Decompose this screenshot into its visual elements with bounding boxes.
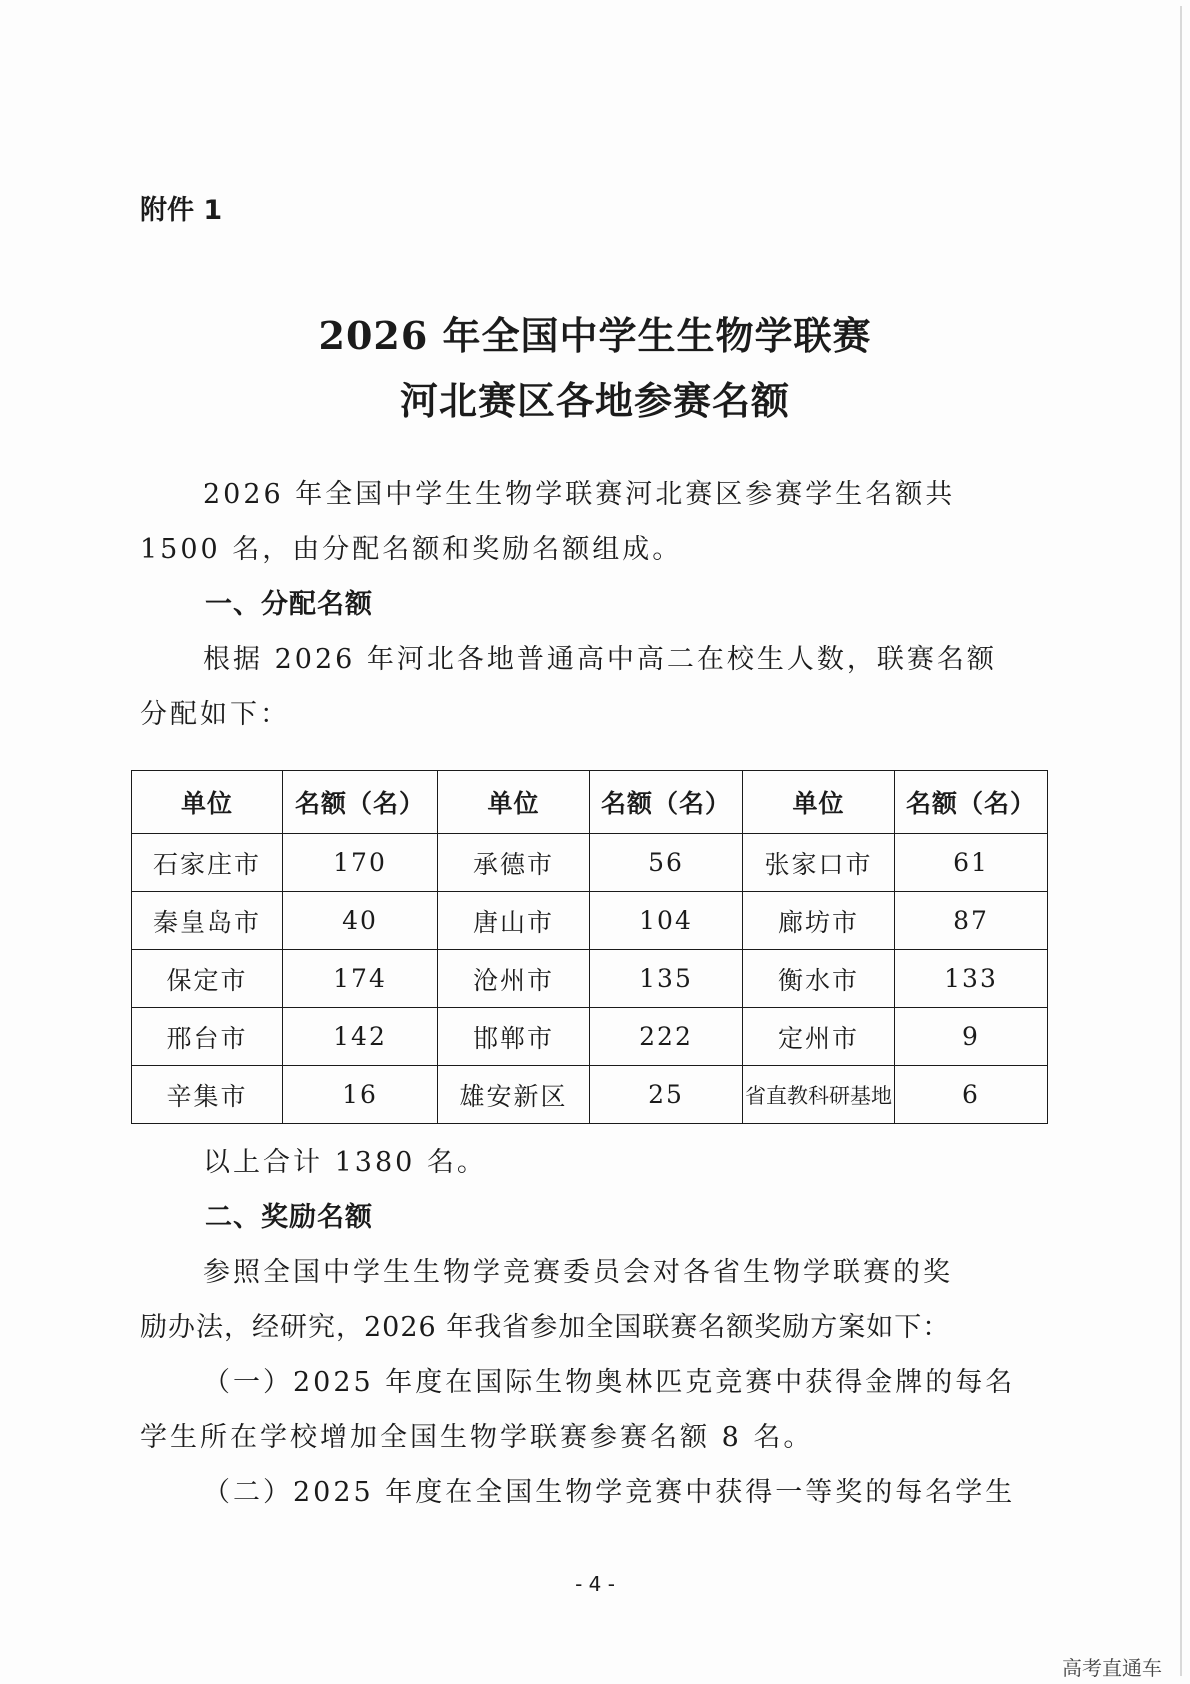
cell-quota: 142	[283, 1008, 438, 1066]
cell-unit: 雄安新区	[438, 1066, 590, 1124]
table-row	[132, 834, 1048, 892]
attachment-label: 附件 1	[140, 195, 223, 226]
cell-unit: 石家庄市	[132, 834, 283, 892]
cell-quota: 25	[590, 1066, 743, 1124]
cell-quota: 104	[590, 892, 743, 950]
cell-unit: 定州市	[743, 1008, 895, 1066]
document-title-line2: 河北赛区各地参赛名额	[399, 378, 790, 423]
table-row	[132, 892, 1048, 950]
section1-paragraph-line2: 分配如下：	[140, 699, 290, 730]
cell-unit: 辛集市	[132, 1066, 283, 1124]
cell-unit: 唐山市	[438, 892, 590, 950]
header-quota: 名额（名）	[590, 771, 743, 834]
item2-line1: （二）2025 年度在全国生物学竞赛中获得一等奖的每名学生	[203, 1477, 1016, 1508]
item1-line2: 学生所在学校增加全国生物学联赛参赛名额 8 名。	[140, 1422, 814, 1453]
header-quota: 名额（名）	[283, 771, 438, 834]
cell-quota: 170	[283, 834, 438, 892]
table-row	[132, 950, 1048, 1008]
page-number: - 4 -	[575, 1572, 615, 1596]
cell-unit: 承德市	[438, 834, 590, 892]
cell-unit: 衡水市	[743, 950, 895, 1008]
intro-paragraph-line2: 1500 名，由分配名额和奖励名额组成。	[140, 534, 683, 565]
cell-unit: 邯郸市	[438, 1008, 590, 1066]
cell-quota: 9	[895, 1008, 1048, 1066]
cell-unit: 沧州市	[438, 950, 590, 1008]
cell-unit: 秦皇岛市	[132, 892, 283, 950]
header-unit: 单位	[438, 771, 590, 834]
header-unit: 单位	[132, 771, 283, 834]
cell-quota: 56	[590, 834, 743, 892]
cell-quota: 174	[283, 950, 438, 1008]
cell-unit: 邢台市	[132, 1008, 283, 1066]
cell-quota: 16	[283, 1066, 438, 1124]
cell-unit: 保定市	[132, 950, 283, 1008]
section2-heading: 二、奖励名额	[205, 1202, 373, 1233]
table-row	[132, 1066, 1048, 1124]
section1-paragraph-line1: 根据 2026 年河北各地普通高中高二在校生人数，联赛名额	[203, 644, 997, 675]
quota-table	[131, 770, 1048, 1124]
section2-paragraph-line2: 励办法，经研究，2026 年我省参加全国联赛名额奖励方案如下：	[140, 1312, 951, 1343]
cell-unit: 省直教科研基地	[743, 1066, 895, 1124]
item1-line1: （一）2025 年度在国际生物奥林匹克竞赛中获得金牌的每名	[203, 1367, 1016, 1398]
cell-quota: 6	[895, 1066, 1048, 1124]
cell-quota: 40	[283, 892, 438, 950]
cell-quota: 135	[590, 950, 743, 1008]
document-title-line1: 2026 年全国中学生生物学联赛	[318, 313, 872, 358]
cell-quota: 222	[590, 1008, 743, 1066]
watermark: 高考直通车	[1062, 1656, 1162, 1680]
cell-unit: 廊坊市	[743, 892, 895, 950]
header-quota: 名额（名）	[895, 771, 1048, 834]
table-header-row	[132, 771, 1048, 834]
section2-paragraph-line1: 参照全国中学生生物学竞赛委员会对各省生物学联赛的奖	[203, 1257, 953, 1288]
cell-quota: 133	[895, 950, 1048, 1008]
cell-quota: 61	[895, 834, 1048, 892]
header-unit: 单位	[743, 771, 895, 834]
total-line: 以上合计 1380 名。	[203, 1147, 487, 1178]
section1-heading: 一、分配名额	[205, 589, 373, 620]
table-row	[132, 1008, 1048, 1066]
cell-quota: 87	[895, 892, 1048, 950]
cell-unit: 张家口市	[743, 834, 895, 892]
intro-paragraph-line1: 2026 年全国中学生生物学联赛河北赛区参赛学生名额共	[203, 479, 956, 510]
